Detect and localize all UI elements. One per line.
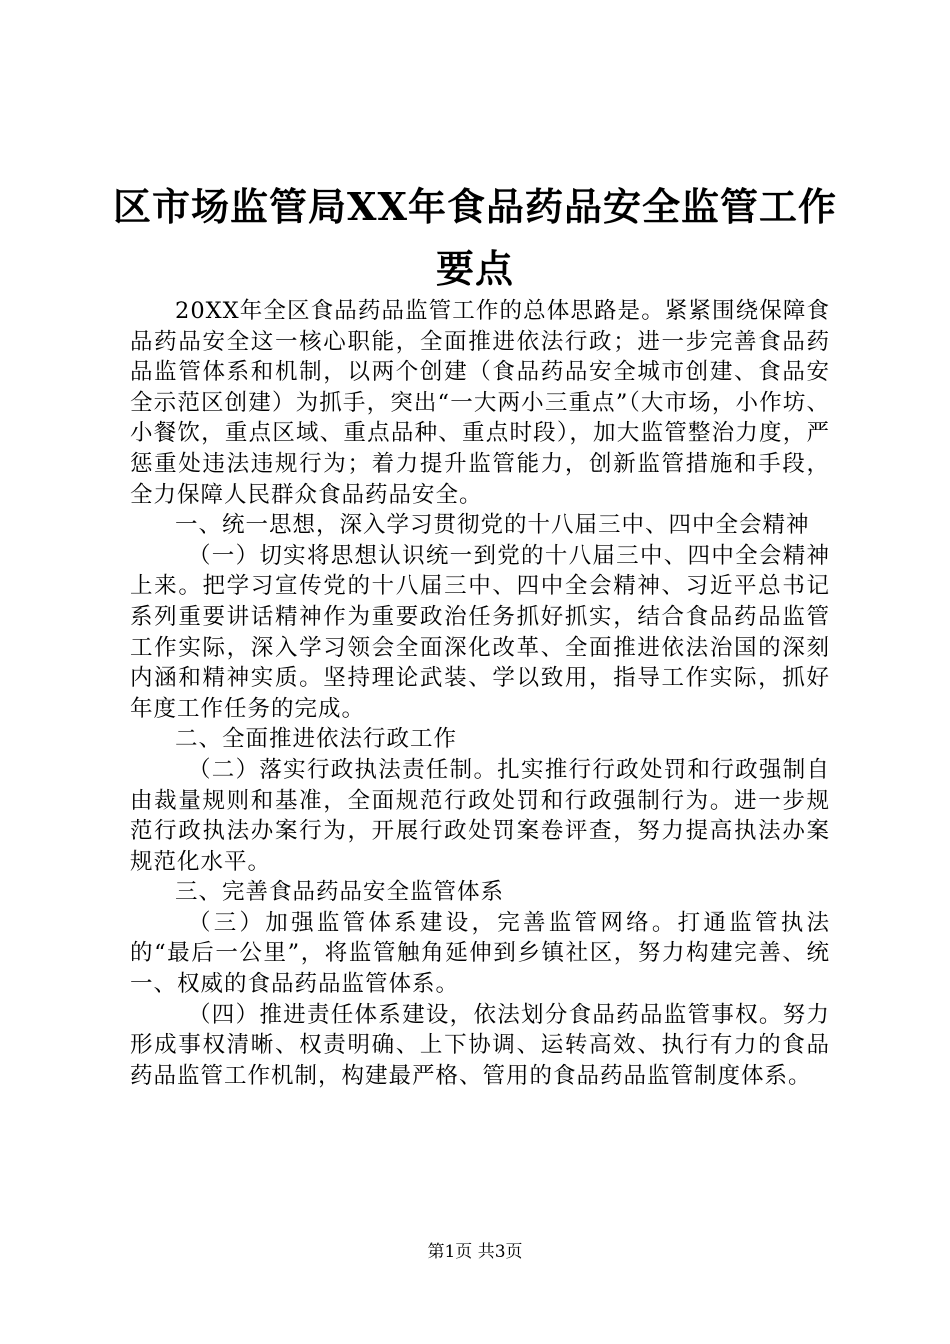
- page-footer: 第1页 共3页: [427, 1242, 523, 1262]
- section-heading-3: 三、完善食品药品安全监管体系: [175, 879, 505, 906]
- subsection-paragraph-1: （一）切实将思想认识统一到党的十八届三中、四中全会精神上来。把学习宣传党的十八届三中、四中全会精神、习近平总书记系列重要讲话精神作为重要政治任务抓好抓实，结合食品药品监管工作实际，深入学习领会全面深化改革、全面推进依法治国的深刻内涵和精神实质。坚持理论武装、学以致用，指导工作实际，抓好年度工作任务的完成。: [130, 542, 830, 722]
- section-heading-1: 一、统一思想，深入学习贯彻党的十八届三中、四中全会精神: [175, 512, 810, 539]
- subsection-paragraph-2: （二）落实行政执法责任制。扎实推行行政处罚和行政强制自由裁量规则和基准，全面规范行政处罚和行政强制行为。进一步规范行政执法办案行为，开展行政处罚案卷评查，努力提高执法办案规范化水平。: [130, 756, 830, 875]
- subsection-paragraph-3: （三）加强监管体系建设，完善监管网络。打通监管执法的“最后一公里”，将监管触角延伸到乡镇社区，努力构建完善、统一、权威的食品药品监管体系。: [130, 909, 830, 998]
- section-heading-2: 二、全面推进依法行政工作: [175, 726, 458, 753]
- intro-paragraph: 20XX年全区食品药品监管工作的总体思路是。紧紧围绕保障食品药品安全这一核心职能，全面推进依法行政；进一步完善食品药品监管体系和机制，以两个创建（食品药品安全城市创建、食品安全示范区创建）为抓手，突出“一大两小三重点”（大市场，小作坊、小餐饮，重点区域、重点品种、重点时段），加大监管整治力度，严惩重处违法违规行为；着力提升监管能力，创新监管措施和手段，全力保障人民群众食品药品安全。: [130, 298, 830, 508]
- subsection-paragraph-4: （四）推进责任体系建设，依法划分食品药品监管事权。努力形成事权清晰、权责明确、上下协调、运转高效、执行有力的食品药品监管工作机制，构建最严格、管用的食品药品监管制度体系。: [130, 1001, 830, 1089]
- document-body: [130, 296, 830, 1091]
- document-title: 区市场监管局XX年食品药品安全监管工作要点: [113, 184, 837, 291]
